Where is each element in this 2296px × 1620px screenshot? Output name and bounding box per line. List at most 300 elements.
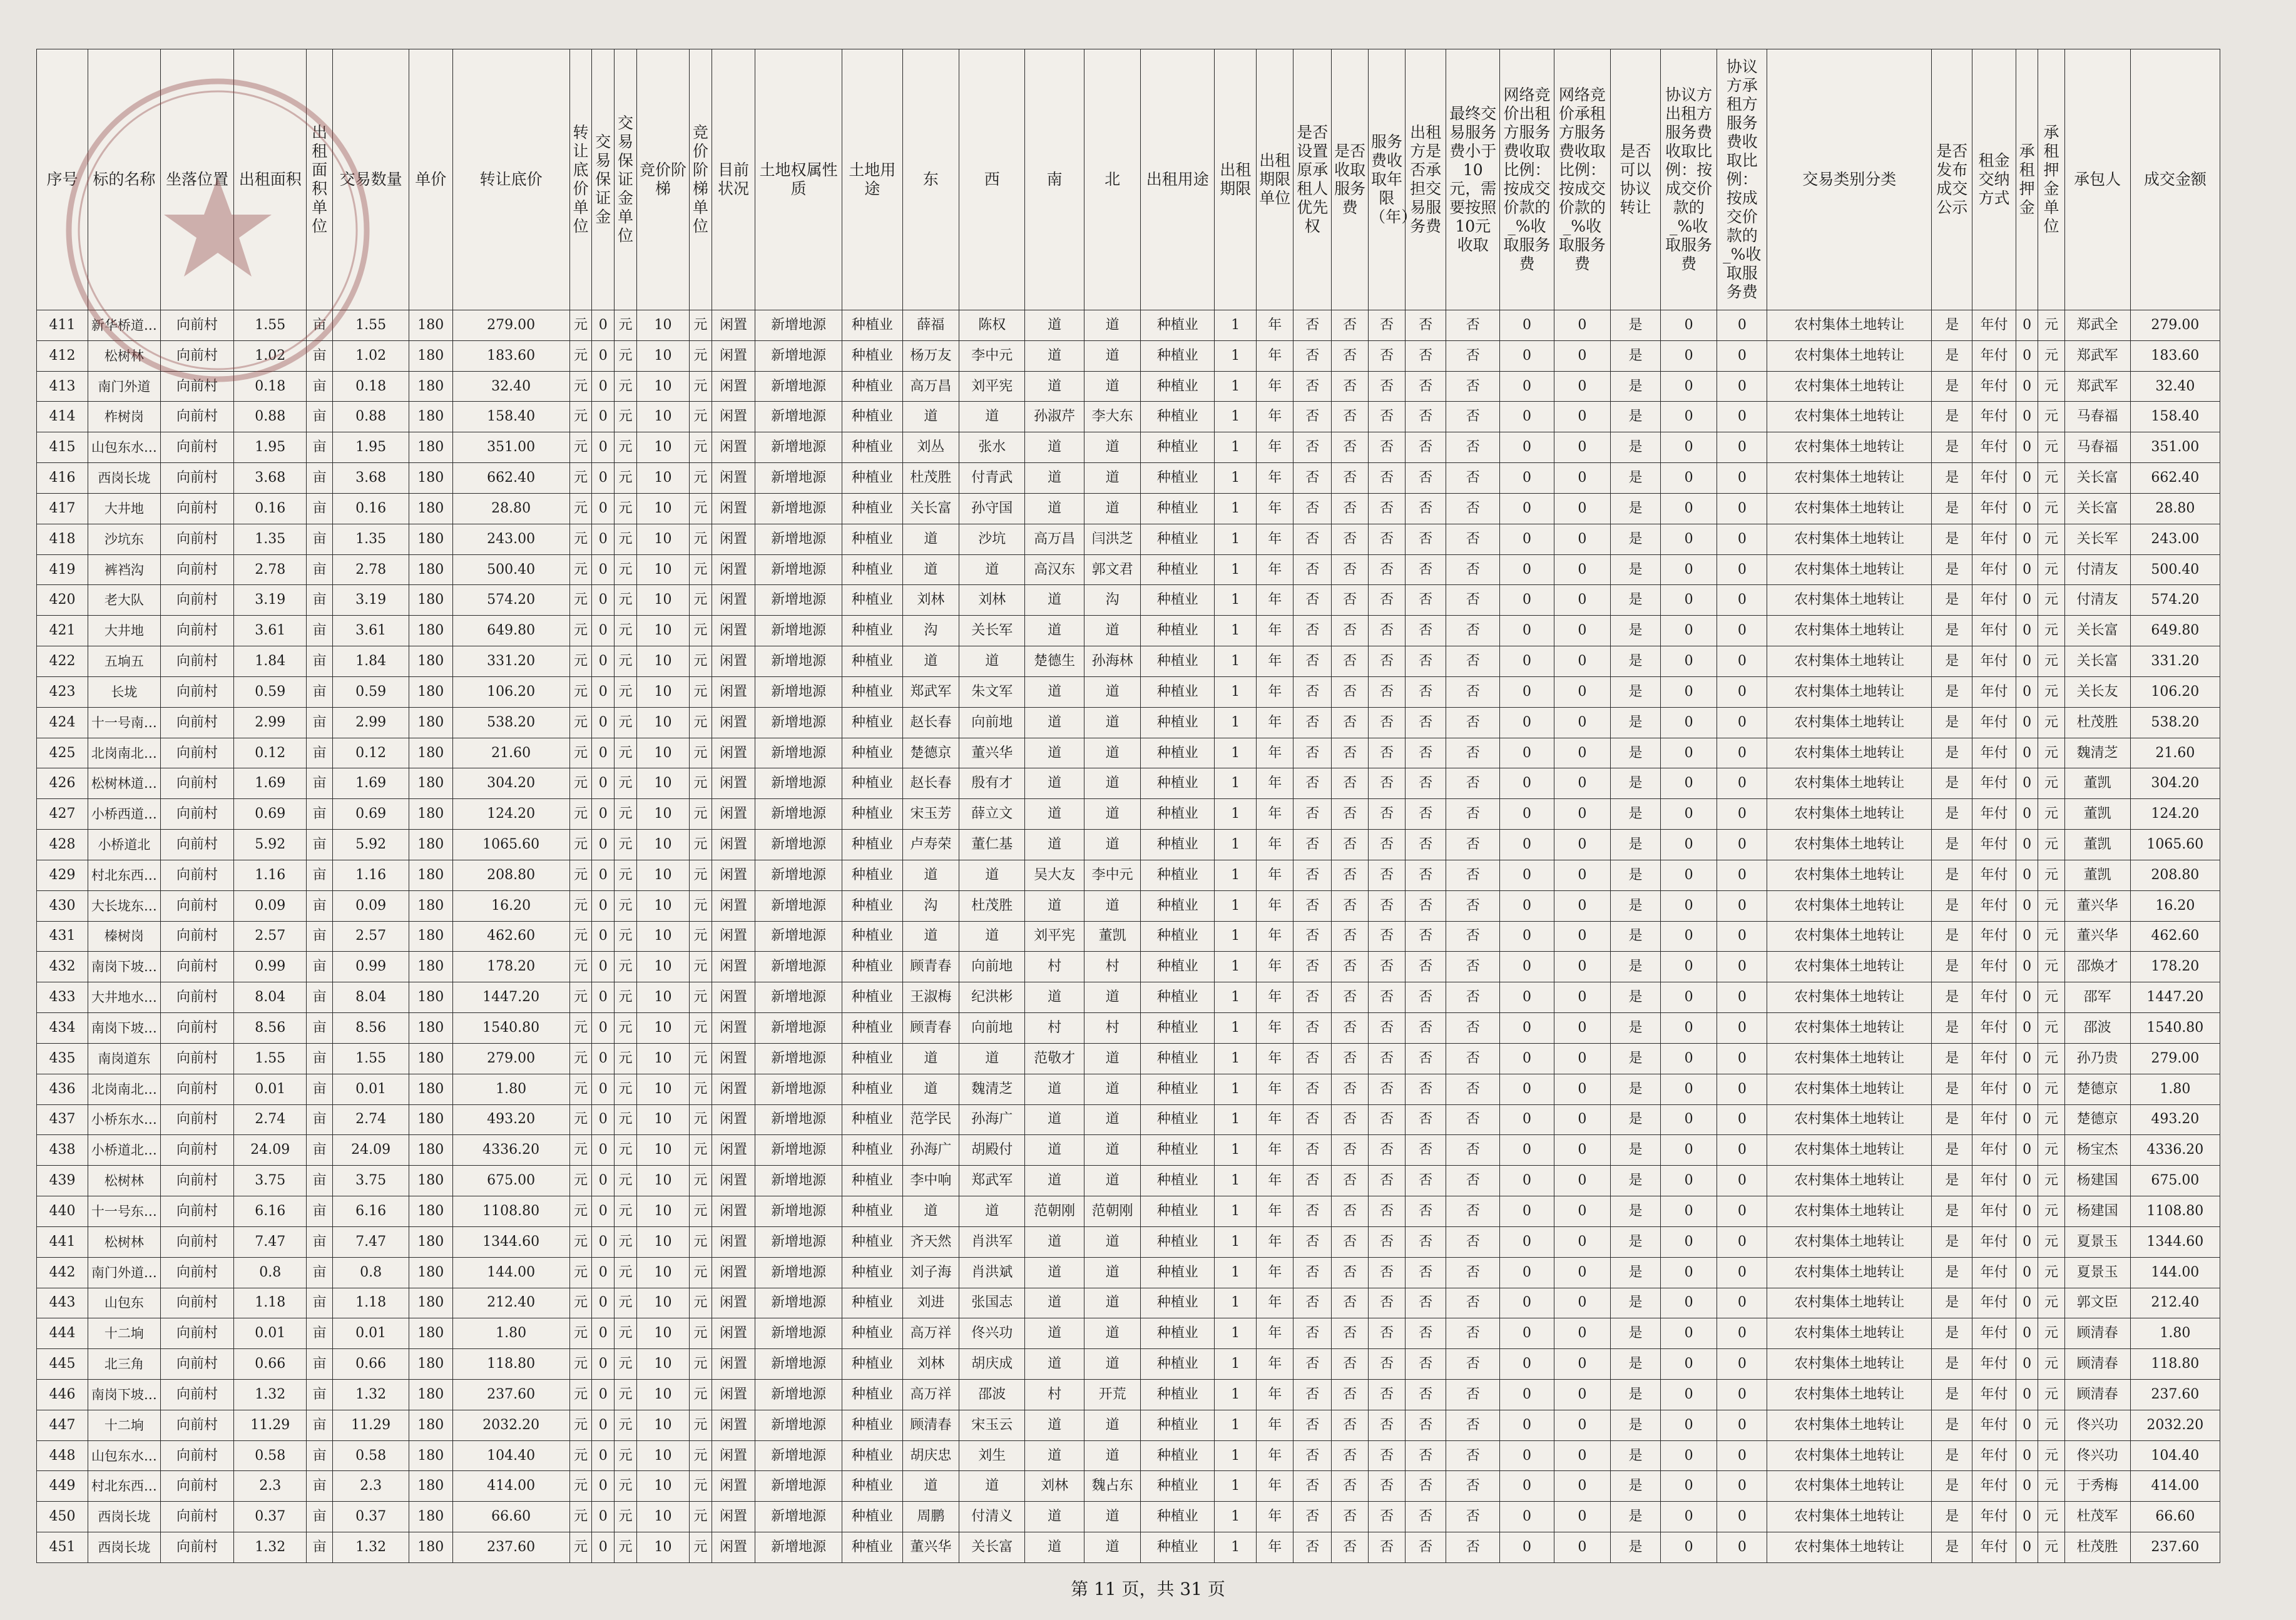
table-cell: 种植业	[1141, 799, 1215, 830]
table-cell: 道	[959, 1043, 1025, 1074]
table-cell: 闲置	[712, 1288, 755, 1318]
table-cell: 南门外道	[88, 371, 161, 402]
table-cell: 闲置	[712, 585, 755, 616]
table-cell: 道	[1025, 371, 1084, 402]
table-cell: 新增地源	[755, 646, 842, 677]
table-cell: 10	[636, 432, 689, 463]
table-cell: 否	[1332, 1502, 1369, 1532]
table-cell: 0	[2016, 463, 2038, 494]
table-cell: 道	[902, 1196, 959, 1227]
table-row	[37, 1074, 2220, 1104]
table-cell: 元	[690, 585, 712, 616]
table-cell: 是	[1932, 1226, 1972, 1257]
table-cell: 否	[1369, 982, 1406, 1013]
table-cell: 南岗道东	[88, 1043, 161, 1074]
table-cell: 1108.80	[2130, 1196, 2220, 1227]
table-cell: 道	[1025, 707, 1084, 738]
table-cell: 元	[615, 371, 637, 402]
table-cell: 0	[2016, 432, 2038, 463]
table-cell: 赵长春	[902, 768, 959, 799]
table-cell: 农村集体土地转让	[1767, 768, 1932, 799]
table-cell: 437	[37, 1104, 88, 1135]
table-cell: 是	[1932, 340, 1972, 371]
table-cell: 道	[1025, 676, 1084, 707]
table-cell: 种植业	[842, 616, 902, 646]
table-cell: 0	[1717, 1288, 1767, 1318]
table-cell: 430	[37, 890, 88, 921]
table-cell: 道	[1025, 1226, 1084, 1257]
table-cell: 是	[1932, 585, 1972, 616]
table-cell: 0	[1717, 1410, 1767, 1440]
table-cell: 0	[1500, 463, 1554, 494]
table-cell: 道	[1025, 1410, 1084, 1440]
table-cell: 元	[615, 1013, 637, 1044]
table-cell: 435	[37, 1043, 88, 1074]
table-cell: 180	[409, 1013, 452, 1044]
table-cell: 小桥道北	[88, 830, 161, 860]
table-cell: 10	[636, 982, 689, 1013]
column-header: 网络竞价承租方服务费收取比例：按成交价款的_%收取服务费	[1554, 49, 1610, 310]
table-cell: 种植业	[1141, 982, 1215, 1013]
table-cell: 10	[636, 1502, 689, 1532]
table-cell: 否	[1293, 1349, 1332, 1380]
table-cell: 是	[1611, 1257, 1661, 1288]
table-cell: 0	[592, 616, 615, 646]
table-cell: 年	[1257, 1410, 1293, 1440]
table-cell: 种植业	[842, 1471, 902, 1502]
table-cell: 村	[1025, 952, 1084, 982]
table-cell: 向前村	[160, 340, 234, 371]
table-cell: 1.55	[333, 1043, 409, 1074]
table-cell: 年	[1257, 1379, 1293, 1410]
table-cell: 北三角	[88, 1349, 161, 1380]
table-cell: 向前村	[160, 1043, 234, 1074]
table-cell: 元	[569, 310, 592, 341]
table-cell: 1.32	[333, 1532, 409, 1563]
table-cell: 279.00	[452, 1043, 569, 1074]
table-cell: 小桥东水…	[88, 1104, 161, 1135]
table-cell: 否	[1369, 799, 1406, 830]
table-cell: 是	[1932, 1257, 1972, 1288]
table-cell: 否	[1369, 860, 1406, 890]
table-cell: 0	[1500, 371, 1554, 402]
table-cell: 新增地源	[755, 340, 842, 371]
table-cell: 年付	[1972, 371, 2016, 402]
table-cell: 道	[902, 921, 959, 952]
table-cell: 道	[959, 646, 1025, 677]
table-cell: 元	[569, 738, 592, 768]
table-cell: 元	[690, 1043, 712, 1074]
table-cell: 2.57	[234, 921, 307, 952]
table-cell: 否	[1405, 432, 1446, 463]
table-cell: 是	[1932, 1013, 1972, 1044]
table-cell: 0.69	[333, 799, 409, 830]
table-cell: 否	[1293, 676, 1332, 707]
table-cell: 向前村	[160, 1104, 234, 1135]
table-cell: 关长富	[2064, 493, 2130, 524]
table-cell: 0	[1717, 1502, 1767, 1532]
column-header: 出租面积单位	[307, 49, 333, 310]
table-cell: 1344.60	[452, 1226, 569, 1257]
table-cell: 是	[1932, 1318, 1972, 1349]
table-cell: 否	[1369, 1440, 1406, 1471]
table-cell: 向前村	[160, 1349, 234, 1380]
table-cell: 亩	[307, 1532, 333, 1563]
table-cell: 道	[1084, 1440, 1140, 1471]
table-cell: 否	[1405, 554, 1446, 585]
table-cell: 662.40	[2130, 463, 2220, 494]
table-cell: 否	[1369, 646, 1406, 677]
table-cell: 朱文军	[959, 676, 1025, 707]
table-cell: 闲置	[712, 676, 755, 707]
column-header: 承包人	[2064, 49, 2130, 310]
table-cell: 新增地源	[755, 768, 842, 799]
table-cell: 0	[1660, 463, 1717, 494]
table-cell: 否	[1332, 1166, 1369, 1196]
table-cell: 否	[1332, 1288, 1369, 1318]
table-cell: 新增地源	[755, 799, 842, 830]
table-cell: 年付	[1972, 1043, 2016, 1074]
table-cell: 元	[615, 463, 637, 494]
table-cell: 538.20	[2130, 707, 2220, 738]
table-cell: 331.20	[2130, 646, 2220, 677]
table-cell: 种植业	[842, 982, 902, 1013]
table-cell: 是	[1932, 860, 1972, 890]
table-cell: 农村集体土地转让	[1767, 982, 1932, 1013]
table-cell: 新增地源	[755, 554, 842, 585]
table-cell: 0.88	[234, 402, 307, 432]
table-cell: 范朝刚	[1084, 1196, 1140, 1227]
table-cell: 433	[37, 982, 88, 1013]
table-cell: 新增地源	[755, 1349, 842, 1380]
table-cell: 否	[1405, 524, 1446, 554]
table-cell: 元	[615, 768, 637, 799]
table-cell: 否	[1369, 1043, 1406, 1074]
table-cell: 否	[1369, 1196, 1406, 1227]
table-cell: 向前村	[160, 738, 234, 768]
table-cell: 11.29	[234, 1410, 307, 1440]
table-cell: 长垅	[88, 676, 161, 707]
table-cell: 范朝刚	[1025, 1196, 1084, 1227]
table-cell: 种植业	[1141, 1196, 1215, 1227]
table-cell: 0	[1717, 1166, 1767, 1196]
table-cell: 180	[409, 1166, 452, 1196]
table-cell: 0	[1500, 830, 1554, 860]
table-cell: 种植业	[842, 1135, 902, 1166]
table-cell: 0	[2016, 1166, 2038, 1196]
table-cell: 闲置	[712, 799, 755, 830]
table-cell: 闲置	[712, 371, 755, 402]
table-cell: 邵军	[2064, 982, 2130, 1013]
table-cell: 4336.20	[2130, 1135, 2220, 1166]
table-cell: 是	[1932, 768, 1972, 799]
table-cell: 元	[615, 982, 637, 1013]
table-cell: 3.68	[333, 463, 409, 494]
table-cell: 闲置	[712, 1502, 755, 1532]
table-cell: 10	[636, 463, 689, 494]
table-cell: 年付	[1972, 1318, 2016, 1349]
table-cell: 种植业	[1141, 371, 1215, 402]
table-cell: 种植业	[842, 371, 902, 402]
table-cell: 孙海广	[902, 1135, 959, 1166]
table-cell: 0	[1554, 1226, 1610, 1257]
table-cell: 0	[1554, 1257, 1610, 1288]
table-cell: 243.00	[2130, 524, 2220, 554]
table-cell: 0	[1554, 1074, 1610, 1104]
table-cell: 3.19	[333, 585, 409, 616]
table-cell: 亩	[307, 738, 333, 768]
table-cell: 闲置	[712, 830, 755, 860]
table-cell: 闲置	[712, 1166, 755, 1196]
table-cell: 是	[1611, 707, 1661, 738]
table-cell: 0	[1717, 890, 1767, 921]
table-cell: 是	[1611, 1074, 1661, 1104]
table-row	[37, 493, 2220, 524]
table-cell: 薛福	[902, 310, 959, 341]
table-cell: 1	[1215, 463, 1257, 494]
table-row	[37, 1226, 2220, 1257]
table-cell: 元	[569, 952, 592, 982]
table-cell: 元	[2038, 1166, 2064, 1196]
table-cell: 道	[1025, 1135, 1084, 1166]
table-cell: 向前村	[160, 585, 234, 616]
table-cell: 卢寿荣	[902, 830, 959, 860]
table-cell: 元	[569, 982, 592, 1013]
table-cell: 否	[1369, 1013, 1406, 1044]
table-cell: 农村集体土地转让	[1767, 1074, 1932, 1104]
table-cell: 0	[1500, 616, 1554, 646]
table-cell: 是	[1611, 493, 1661, 524]
table-cell: 元	[690, 952, 712, 982]
table-cell: 446	[37, 1379, 88, 1410]
table-cell: 417	[37, 493, 88, 524]
table-cell: 0	[1660, 585, 1717, 616]
table-cell: 元	[690, 1440, 712, 1471]
table-cell: 10	[636, 554, 689, 585]
table-cell: 否	[1446, 1502, 1500, 1532]
table-cell: 于秀梅	[2064, 1471, 2130, 1502]
table-cell: 0	[2016, 1288, 2038, 1318]
table-cell: 0	[592, 860, 615, 890]
column-header: 竞价阶梯	[636, 49, 689, 310]
table-cell: 种植业	[1141, 1532, 1215, 1563]
table-cell: 0.37	[234, 1502, 307, 1532]
table-cell: 新增地源	[755, 890, 842, 921]
table-cell: 年	[1257, 1074, 1293, 1104]
table-cell: 元	[569, 799, 592, 830]
table-cell: 种植业	[1141, 921, 1215, 952]
table-cell: 道	[902, 1074, 959, 1104]
table-cell: 144.00	[2130, 1257, 2220, 1288]
table-cell: 0.12	[333, 738, 409, 768]
table-cell: 是	[1611, 1196, 1661, 1227]
table-cell: 元	[569, 890, 592, 921]
table-cell: 元	[569, 616, 592, 646]
table-cell: 0	[2016, 676, 2038, 707]
table-cell: 180	[409, 340, 452, 371]
table-cell: 否	[1446, 340, 1500, 371]
table-cell: 0	[1717, 1043, 1767, 1074]
table-cell: 10	[636, 1013, 689, 1044]
table-cell: 1	[1215, 921, 1257, 952]
table-cell: 是	[1932, 707, 1972, 738]
table-cell: 否	[1293, 1288, 1332, 1318]
table-cell: 0	[1660, 616, 1717, 646]
table-cell: 元	[690, 830, 712, 860]
table-cell: 年付	[1972, 646, 2016, 677]
table-cell: 新增地源	[755, 310, 842, 341]
table-cell: 否	[1332, 585, 1369, 616]
table-cell: 351.00	[2130, 432, 2220, 463]
table-cell: 180	[409, 830, 452, 860]
table-cell: 0	[1500, 585, 1554, 616]
table-cell: 道	[902, 524, 959, 554]
table-cell: 董凯	[2064, 860, 2130, 890]
table-cell: 道	[1084, 768, 1140, 799]
table-cell: 元	[615, 1318, 637, 1349]
table-cell: 李中响	[902, 1166, 959, 1196]
table-cell: 10	[636, 768, 689, 799]
table-cell: 0	[2016, 1104, 2038, 1135]
table-cell: 1	[1215, 707, 1257, 738]
table-cell: 10	[636, 1166, 689, 1196]
table-cell: 21.60	[452, 738, 569, 768]
table-cell: 关长富	[902, 493, 959, 524]
table-cell: 向前村	[160, 616, 234, 646]
table-cell: 0	[1500, 1074, 1554, 1104]
table-cell: 0.8	[234, 1257, 307, 1288]
table-cell: 董兴华	[902, 1532, 959, 1563]
table-cell: 425	[37, 738, 88, 768]
table-cell: 是	[1611, 676, 1661, 707]
table-cell: 1.80	[452, 1318, 569, 1349]
table-cell: 是	[1932, 1104, 1972, 1135]
table-cell: 10	[636, 799, 689, 830]
table-cell: 10	[636, 585, 689, 616]
table-cell: 是	[1611, 982, 1661, 1013]
table-cell: 0	[592, 310, 615, 341]
table-cell: 0	[2016, 1532, 2038, 1563]
table-cell: 山包东水…	[88, 432, 161, 463]
table-cell: 0	[2016, 1440, 2038, 1471]
table-cell: 道	[1025, 890, 1084, 921]
table-cell: 118.80	[2130, 1349, 2220, 1380]
table-cell: 是	[1611, 830, 1661, 860]
table-cell: 元	[615, 1502, 637, 1532]
table-cell: 0	[1554, 524, 1610, 554]
table-cell: 0	[592, 1502, 615, 1532]
table-cell: 元	[690, 1104, 712, 1135]
table-cell: 675.00	[2130, 1166, 2220, 1196]
table-cell: 种植业	[842, 554, 902, 585]
table-cell: 1.69	[234, 768, 307, 799]
table-cell: 1	[1215, 1166, 1257, 1196]
table-cell: 年	[1257, 646, 1293, 677]
table-cell: 否	[1332, 1013, 1369, 1044]
table-cell: 1.16	[333, 860, 409, 890]
table-cell: 0	[1500, 402, 1554, 432]
table-cell: 向前地	[959, 707, 1025, 738]
table-cell: 种植业	[842, 1288, 902, 1318]
table-cell: 元	[615, 676, 637, 707]
table-cell: 0	[1717, 493, 1767, 524]
table-cell: 1	[1215, 1043, 1257, 1074]
table-cell: 0	[592, 1379, 615, 1410]
table-cell: 杜茂军	[2064, 1502, 2130, 1532]
table-cell: 元	[690, 646, 712, 677]
table-cell: 180	[409, 1471, 452, 1502]
table-cell: 否	[1369, 1471, 1406, 1502]
table-cell: 道	[1025, 1440, 1084, 1471]
table-cell: 新增地源	[755, 402, 842, 432]
table-cell: 是	[1932, 1349, 1972, 1380]
table-cell: 0	[1554, 860, 1610, 890]
table-cell: 1	[1215, 1440, 1257, 1471]
table-cell: 10	[636, 1135, 689, 1166]
table-cell: 元	[615, 310, 637, 341]
table-cell: 0.66	[333, 1349, 409, 1380]
table-cell: 董兴华	[959, 738, 1025, 768]
table-cell: 否	[1405, 1532, 1446, 1563]
table-cell: 关长军	[959, 616, 1025, 646]
table-cell: 种植业	[842, 860, 902, 890]
table-cell: 2.3	[234, 1471, 307, 1502]
table-cell: 年	[1257, 1135, 1293, 1166]
table-cell: 10	[636, 952, 689, 982]
table-cell: 是	[1932, 310, 1972, 341]
table-cell: 1	[1215, 1471, 1257, 1502]
table-cell: 1.80	[2130, 1074, 2220, 1104]
table-cell: 孙海林	[1084, 646, 1140, 677]
table-cell: 是	[1611, 310, 1661, 341]
table-cell: 闲置	[712, 921, 755, 952]
table-cell: 0.16	[234, 493, 307, 524]
table-row	[37, 463, 2220, 494]
table-cell: 亩	[307, 524, 333, 554]
table-cell: 0	[1717, 676, 1767, 707]
table-row	[37, 1013, 2220, 1044]
table-cell: 0	[2016, 738, 2038, 768]
table-cell: 1	[1215, 1379, 1257, 1410]
table-cell: 元	[2038, 1410, 2064, 1440]
table-cell: 16.20	[452, 890, 569, 921]
table-cell: 闲置	[712, 1318, 755, 1349]
table-cell: 亩	[307, 1502, 333, 1532]
table-cell: 向前村	[160, 402, 234, 432]
table-cell: 种植业	[1141, 768, 1215, 799]
table-cell: 1	[1215, 890, 1257, 921]
table-cell: 1.02	[234, 340, 307, 371]
column-header: 序号	[37, 49, 88, 310]
table-cell: 十二垧	[88, 1410, 161, 1440]
table-cell: 向前村	[160, 432, 234, 463]
table-cell: 180	[409, 1440, 452, 1471]
table-cell: 0	[2016, 860, 2038, 890]
table-cell: 亩	[307, 432, 333, 463]
table-cell: 0.16	[333, 493, 409, 524]
table-cell: 元	[2038, 1257, 2064, 1288]
table-cell: 闲置	[712, 738, 755, 768]
table-cell: 是	[1611, 952, 1661, 982]
table-cell: 元	[569, 371, 592, 402]
table-cell: 种植业	[1141, 1135, 1215, 1166]
table-cell: 元	[615, 952, 637, 982]
table-cell: 元	[569, 1013, 592, 1044]
table-cell: 年	[1257, 371, 1293, 402]
table-cell: 否	[1446, 890, 1500, 921]
table-cell: 种植业	[1141, 1166, 1215, 1196]
table-cell: 否	[1293, 402, 1332, 432]
